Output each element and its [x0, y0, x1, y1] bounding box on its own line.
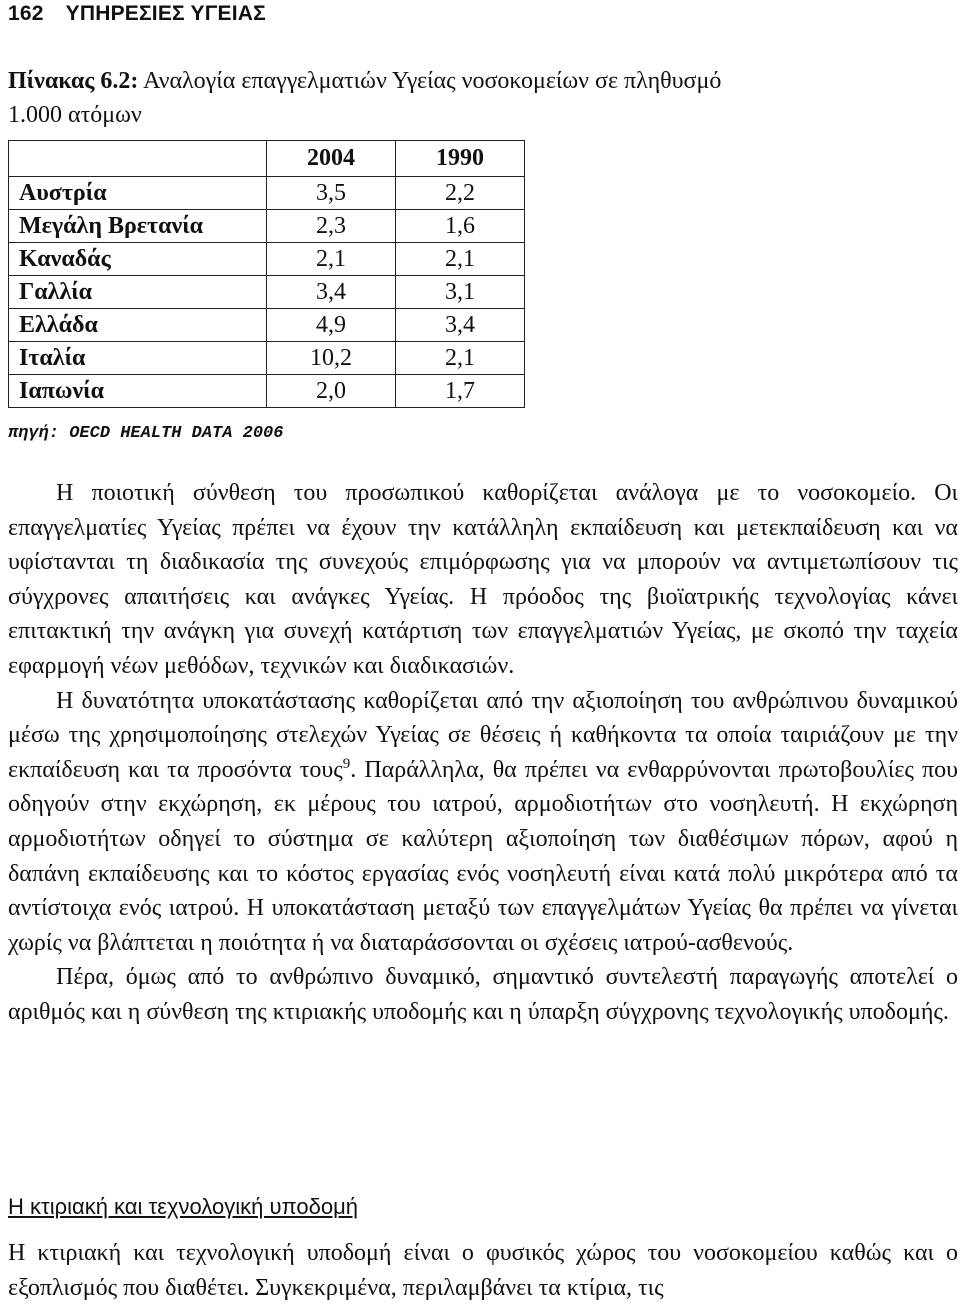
table-row	[9, 309, 525, 342]
country-cell: Ιταλία	[9, 342, 267, 375]
table-row	[9, 276, 525, 309]
running-header	[8, 2, 266, 26]
paragraph-text: . Παράλληλα, θα πρέπει να ενθαρρύνονται πρωτοβουλίες που οδηγούν στην εκχώρηση, εκ μέρους του ιατρού, αρμοδιοτήτων στο νοσηλευτή. Η εκχώρηση αρμοδιοτήτων οδηγεί το σύστημα σε καλύτερη αξιοποίηση των διαθέσιμων πόρων, αφού η δαπάνη εκπαίδευσης και το κόστος εργασίας ενός νοσηλευτή είναι κατά πολύ μικρότερα από τα αντίστοιχα ενός ιατρού. Η υποκατάσταση μεταξύ των επαγγελμάτων Υγείας θα πρέπει να γίνεται χωρίς να βλάπτεται η ποιότητα ή να διαταράσσονται οι σχέσεις ιατρού-ασθενούς.	[8, 756, 958, 956]
country-cell: Ελλάδα	[9, 309, 267, 342]
value-2004-cell: 4,9	[267, 309, 396, 342]
running-title: ΥΠΗΡΕΣΙΕΣ ΥΓΕΙΑΣ	[65, 2, 266, 25]
value-1990-cell: 2,1	[396, 342, 525, 375]
paragraph: Πέρα, όμως από το ανθρώπινο δυναμικό, σημαντικό συντελεστή παραγωγής αποτελεί ο αριθμός και η σύνθεση της κτιριακής υποδομής και η ύπαρξη σύγχρονης τεχνολογικής υποδομής.	[8, 964, 958, 1025]
main-text	[8, 476, 958, 1030]
section-text	[8, 1236, 958, 1306]
page-number: 162	[8, 2, 44, 25]
table-header-row	[9, 141, 525, 177]
value-2004-cell: 2,3	[267, 210, 396, 243]
column-header-2004: 2004	[267, 141, 396, 177]
section-heading: Η κτιριακή και τεχνολογική υποδομή	[8, 1194, 359, 1219]
value-1990-cell: 1,7	[396, 375, 525, 408]
country-cell: Καναδάς	[9, 243, 267, 276]
value-2004-cell: 2,1	[267, 243, 396, 276]
column-header-1990: 1990	[396, 141, 525, 177]
table-source-note: πηγή: OECD HEALTH DATA 2006	[8, 424, 284, 443]
value-2004-cell: 10,2	[267, 342, 396, 375]
footnote-marker: 9	[342, 755, 351, 772]
table-row	[9, 375, 525, 408]
value-1990-cell: 2,1	[396, 243, 525, 276]
paragraph	[8, 684, 958, 961]
table-header-empty-cell	[9, 141, 267, 177]
value-2004-cell: 3,4	[267, 276, 396, 309]
paragraph: Η κτιριακή και τεχνολογική υποδομή είναι ο φυσικός χώρος του νοσοκομείου καθώς και ο εξοπλισμός που διαθέτει. Συγκεκριμένα, περιλαμβάνει τα κτίρια, τις	[8, 1240, 958, 1301]
table-row	[9, 342, 525, 375]
value-1990-cell: 3,1	[396, 276, 525, 309]
paragraph-text: Η δυνατότητα υποκατάστασης καθορίζεται από την αξιοποίηση του ανθρώπινου δυναμικού μέσω της χρησιμοποίησης στελεχών Υγείας σε θέσεις ή καθήκοντα τα οποία ταιριάζουν με την εκπαίδευση και τα προσόντα τους	[8, 687, 958, 783]
value-2004-cell: 2,0	[267, 375, 396, 408]
country-cell: Γαλλία	[9, 276, 267, 309]
value-1990-cell: 3,4	[396, 309, 525, 342]
table-caption-label: Πίνακας 6.2:	[8, 68, 139, 94]
country-cell: Αυστρία	[9, 177, 267, 210]
country-cell: Μεγάλη Βρετανία	[9, 210, 267, 243]
table-row	[9, 243, 525, 276]
value-1990-cell: 2,2	[396, 177, 525, 210]
value-2004-cell: 3,5	[267, 177, 396, 210]
table-row	[9, 210, 525, 243]
table-caption-text: Αναλογία επαγγελματιών Υγείας νοσοκομείων σε πληθυσμό 1.000 ατόμων	[8, 68, 722, 128]
paragraph: Η ποιοτική σύνθεση του προσωπικού καθορίζεται ανάλογα με το νοσοκομείο. Οι επαγγελματίες Υγείας πρέπει να έχουν την κατάλληλη εκπαίδευση και μετεκπαίδευση και να υφίστανται τη διαδικασία της συνεχούς επιμόρφωσης για να μπορούν να αντιμετωπίσουν τις σύγχρονες απαιτήσεις και ανάγκες Υγείας. Η πρόοδος της βιοϊατρικής τεχνολογίας κάνει επιτακτική την ανάγκη για συνεχή κατάρτιση των επαγγελματιών Υγείας, με σκοπό την ταχεία εφαρμογή νέων μεθόδων, τεχνικών και διαδικασιών.	[8, 480, 958, 679]
value-1990-cell: 1,6	[396, 210, 525, 243]
table-row	[9, 177, 525, 210]
staff-ratio-table	[8, 140, 525, 408]
country-cell: Ιαπωνία	[9, 375, 267, 408]
table-caption	[8, 64, 768, 132]
